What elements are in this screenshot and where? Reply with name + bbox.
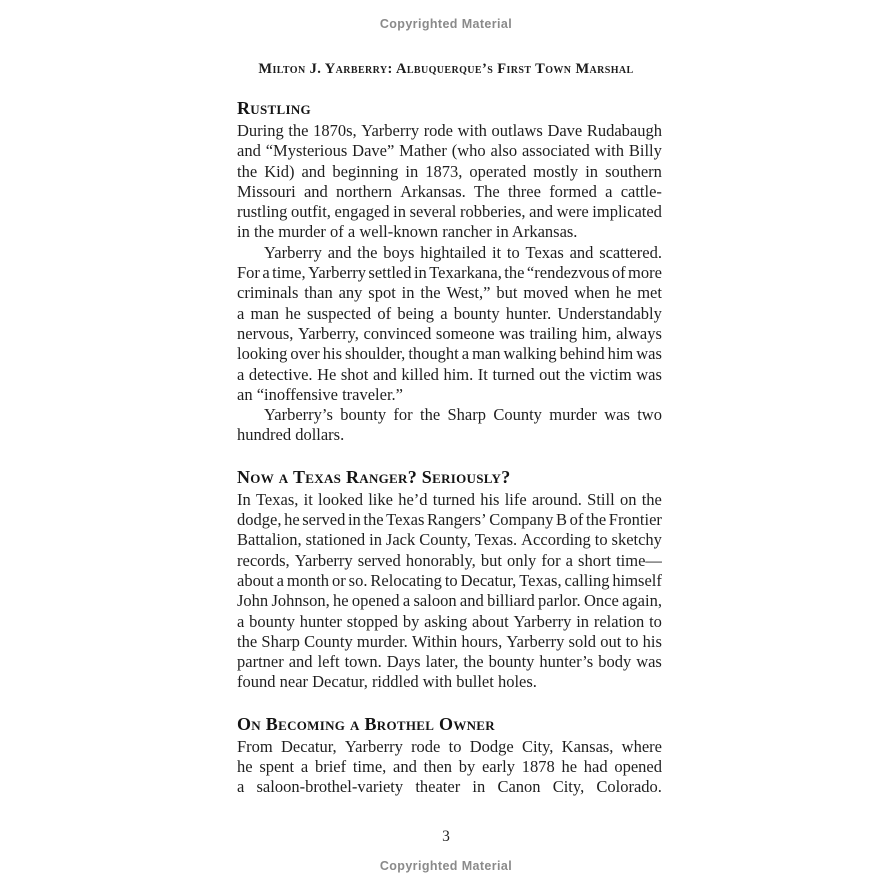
copyright-watermark-bottom: Copyrighted Material <box>379 859 513 873</box>
content-column <box>237 97 662 798</box>
text-line: Yarberry’s bounty for the Sharp County murder was two <box>264 405 662 425</box>
text-line: an “inoffensive traveler.” <box>237 384 403 404</box>
text-line: looking over his shoulder, thought a man walking behind him was <box>237 344 662 364</box>
text-line: a detective. He shot and killed him. It turned out the victim was <box>237 364 662 384</box>
text-line: In Texas, it looked like he’d turned his life around. Still on the <box>237 489 662 509</box>
text-line: Yarberry and the boys hightailed it to Texas and scattered. <box>264 242 662 262</box>
text-line: From Decatur, Yarberry rode to Dodge City, Kansas, where <box>237 736 662 756</box>
text-line: partner and left town. Days later, the bounty hunter’s body was <box>237 652 662 672</box>
section-heading: On Becoming a Brothel Owner <box>237 713 495 734</box>
text-line: a saloon-brothel-variety theater in Canon City, Colorado. <box>237 777 662 797</box>
text-line: the Sharp County murder. Within hours, Yarberry sold out to his <box>237 631 662 651</box>
text-line: Missouri and northern Arkansas. The three formed a cattle- <box>237 181 662 201</box>
text-line: John Johnson, he opened a saloon and billiard parlor. Once again, <box>237 591 662 611</box>
paragraph <box>237 737 662 798</box>
copyright-watermark-top: Copyrighted Material <box>379 17 513 31</box>
section-heading: Now a Texas Ranger? Seriously? <box>237 466 511 487</box>
running-header: Milton J. Yarberry: Albuquerque’s First Town Marshal <box>258 61 634 77</box>
paragraph <box>237 121 662 243</box>
text-line: a bounty hunter stopped by asking about Yarberry in relation to <box>237 611 662 631</box>
text-line: a man he suspected of being a bounty hunter. Understandably <box>237 303 662 323</box>
text-line: about a month or so. Relocating to Decatur, Texas, calling himself <box>237 570 662 590</box>
text-line: records, Yarberry served honorably, but only for a short time— <box>237 550 662 570</box>
text-line: and “Mysterious Dave” Mather (who also associated with Billy <box>237 141 662 161</box>
text-line: he spent a brief time, and then by early 1878 he had opened <box>237 757 662 777</box>
section-heading: Rustling <box>237 98 311 118</box>
paragraph <box>237 405 662 446</box>
paragraph <box>237 243 662 405</box>
text-line: nervous, Yarberry, convinced someone was trailing him, always <box>237 323 662 343</box>
text-line: the Kid) and beginning in 1873, operated mostly in southern <box>237 161 662 181</box>
text-line: criminals than any spot in the West,” but moved when he met <box>237 283 662 303</box>
text-line: found near Decatur, riddled with bullet holes. <box>237 672 537 692</box>
text-line: During the 1870s, Yarberry rode with outlaws Dave Rudabaugh <box>237 121 662 140</box>
text-line: in the murder of a well-known rancher in Arkansas. <box>237 222 578 242</box>
text-line: hundred dollars. <box>237 425 345 445</box>
paragraph <box>237 490 662 693</box>
text-line: rustling outfit, engaged in several robberies, and were implicated <box>237 202 662 222</box>
text-line: dodge, he served in the Texas Rangers’ Company B of the Frontier <box>237 510 662 530</box>
text-line: For a time, Yarberry settled in Texarkana, the “rendezvous of more <box>237 263 662 283</box>
page-number: 3 <box>442 828 450 845</box>
text-line: Battalion, stationed in Jack County, Texas. According to sketchy <box>237 530 662 550</box>
